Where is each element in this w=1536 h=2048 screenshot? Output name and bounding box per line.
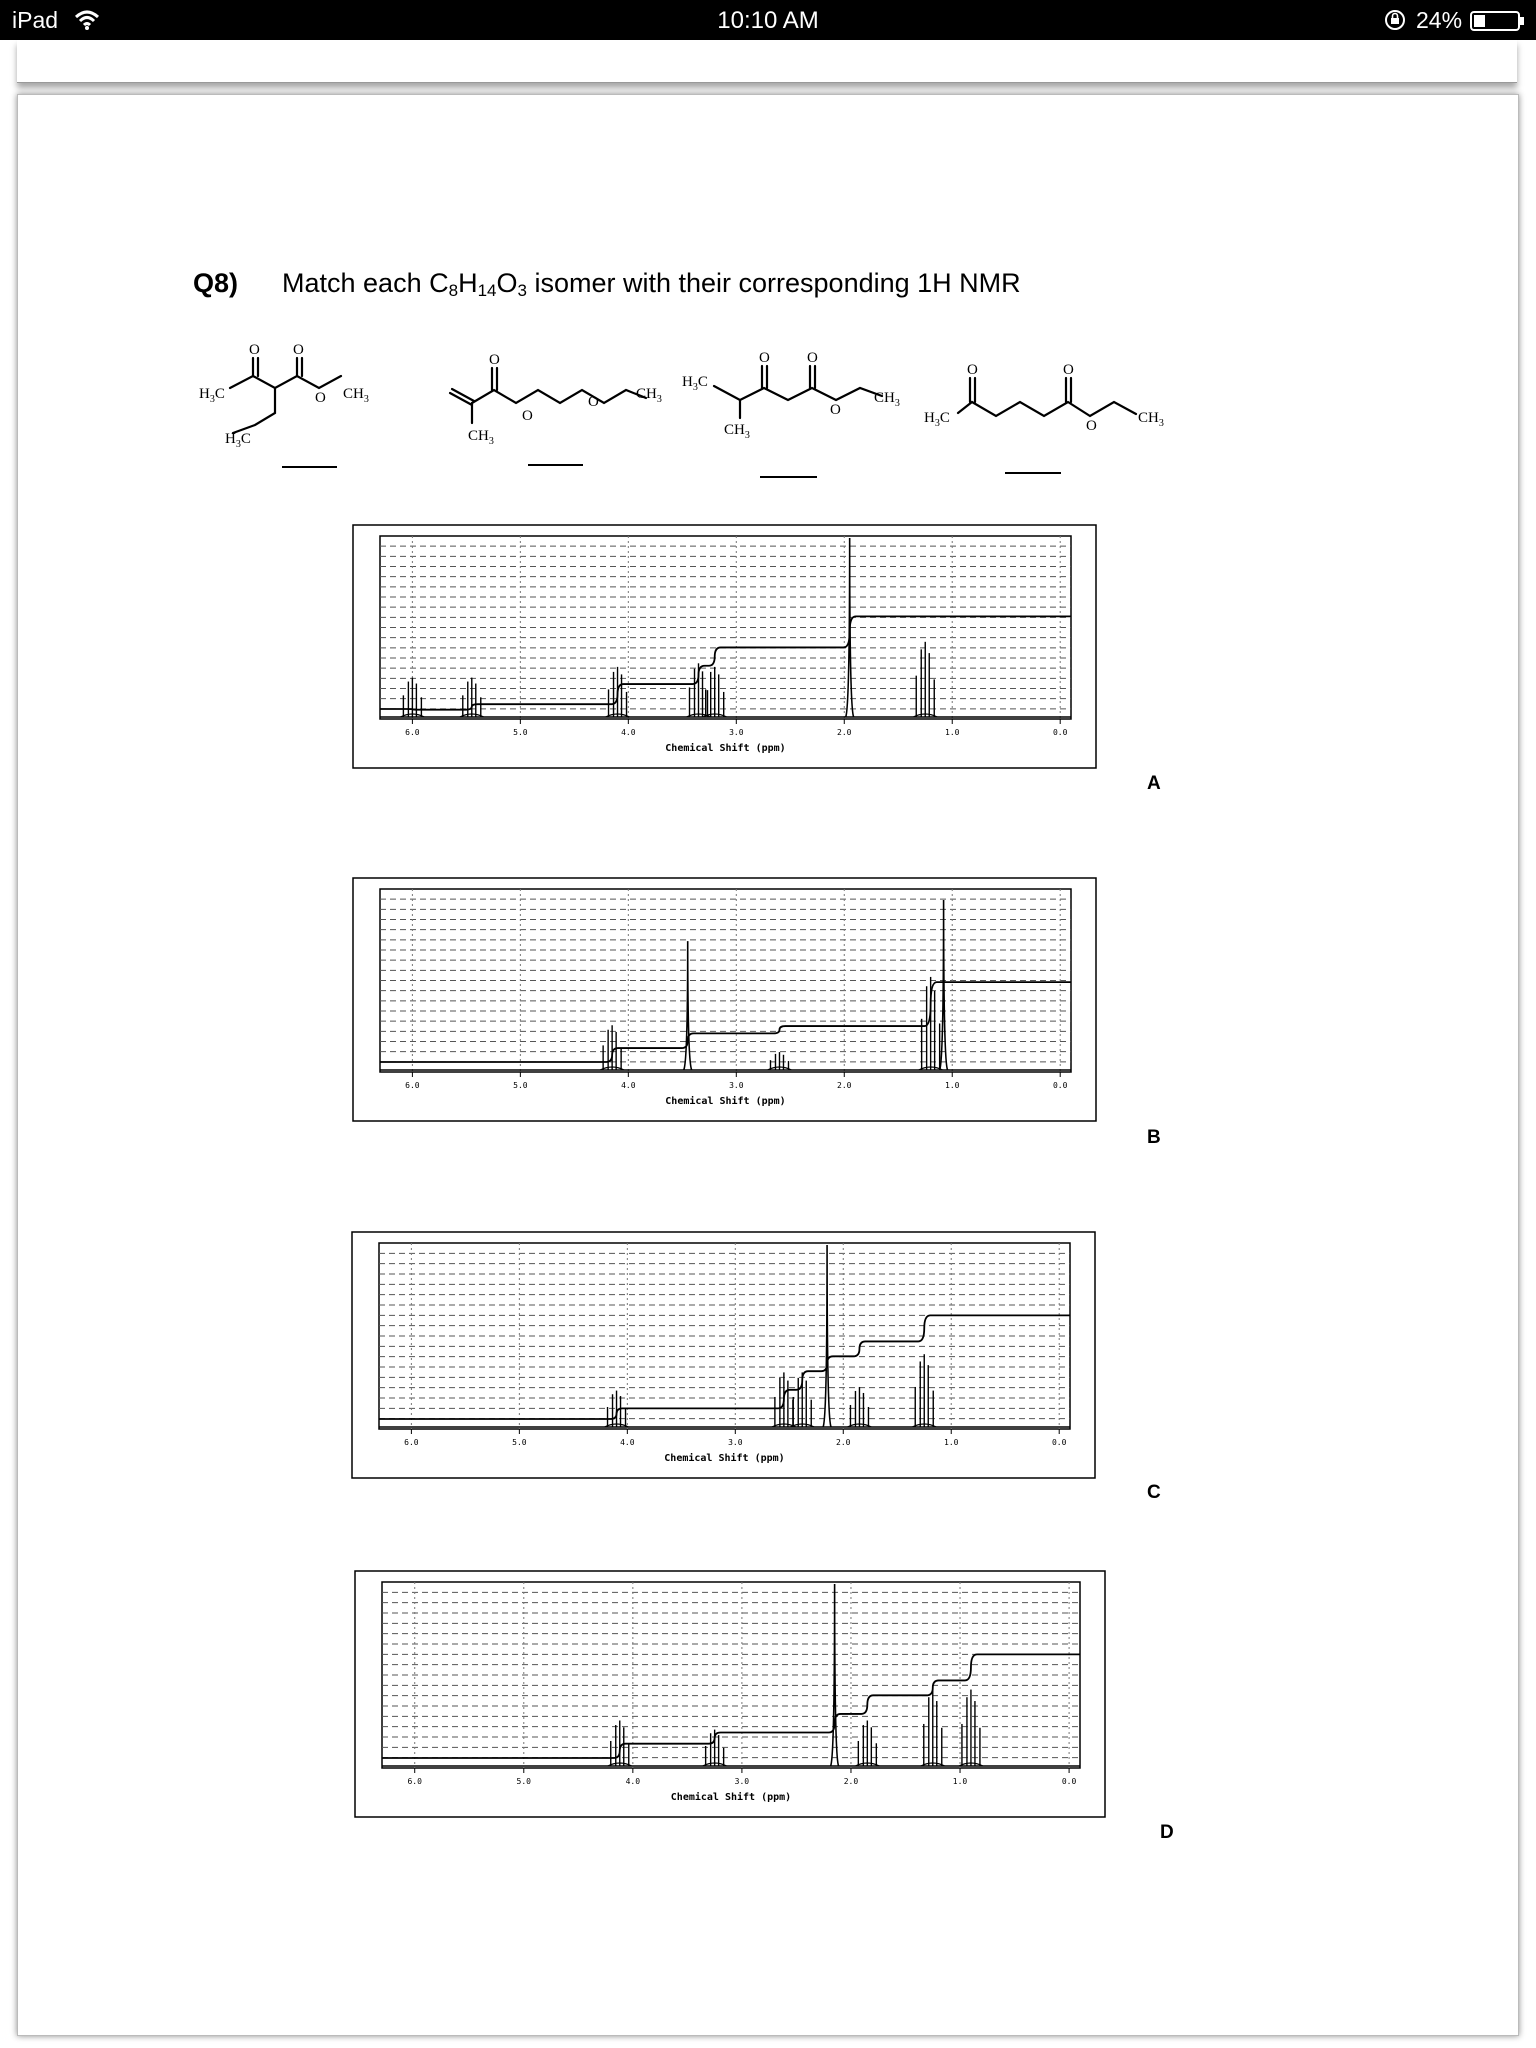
molecule-4-structure: [920, 338, 1175, 453]
svg-text:H3C: $H_3C$: [199, 386, 225, 405]
oxygen-symbol: O: [496, 268, 518, 298]
question-heading: [193, 268, 1021, 301]
tick-label: 5.0: [513, 1081, 528, 1090]
tick-label: 2.0: [836, 1438, 851, 1447]
oxygen-label: O: [759, 350, 770, 366]
tick-label: 0.0: [1051, 1438, 1067, 1447]
h3c-label: H: [225, 431, 236, 447]
molecule-3-structure: [680, 338, 920, 453]
tick-label: 6.0: [407, 1777, 422, 1786]
hydrogen-count: 14: [477, 281, 497, 300]
tick-label: 2.0: [837, 728, 852, 737]
tick-label: 6.0: [404, 1438, 419, 1447]
battery-percent: 24%: [1416, 7, 1463, 33]
svg-text:H3C: $H_3C$: [225, 431, 251, 450]
x-axis-label: Chemical Shift (ppm): [664, 1453, 785, 1464]
device-label: iPad: [12, 7, 59, 33]
svg-text:CH3: $CH_3$: [468, 428, 494, 447]
tick-label: 2.0: [837, 1081, 852, 1090]
tick-label: 1.0: [952, 1777, 968, 1786]
nmr-spectrum-a: [352, 524, 1097, 769]
h3c-label: H: [682, 374, 693, 390]
tick-label: 4.0: [620, 1438, 635, 1447]
oxygen-label: O: [1086, 418, 1097, 434]
spectrum-frame: [352, 1232, 1095, 1478]
hydrogen-symbol: H: [458, 268, 478, 298]
svg-text:H3C: $H_3C$: [924, 410, 950, 429]
oxygen-label: O: [967, 362, 978, 378]
svg-text:CH3: $CH_3$: [724, 422, 750, 441]
answer-blank-4[interactable]: [1005, 472, 1061, 474]
tick-label: 0.0: [1052, 1081, 1068, 1090]
ch3-label: CH: [874, 390, 895, 406]
answer-blank-2[interactable]: [528, 464, 583, 466]
oxygen-label: O: [249, 342, 260, 358]
oxygen-label: O: [293, 342, 304, 358]
oxygen-label: O: [807, 350, 818, 366]
battery-icon: [1470, 10, 1526, 32]
tick-label: 1.0: [945, 728, 960, 737]
question-text-start: Match each C: [282, 268, 449, 298]
tick-label: 2.0: [843, 1777, 859, 1786]
h3c-label: H: [199, 386, 210, 402]
spectrum-label-b: B: [1147, 1127, 1161, 1148]
x-axis-label: Chemical Shift (ppm): [665, 1096, 786, 1107]
svg-text:CH3: $CH_3$: [343, 386, 369, 405]
ch3-label: CH: [636, 386, 657, 402]
question-text-end: isomer with their corresponding 1H NMR: [526, 268, 1021, 298]
tick-label: 6.0: [405, 1081, 420, 1090]
spectrum-label-a: A: [1147, 773, 1161, 794]
tick-label: 0.0: [1052, 728, 1068, 737]
ch3-label: CH: [1138, 410, 1159, 426]
tick-label: 0.0: [1061, 1777, 1077, 1786]
svg-text:CH3: $CH_3$: [1138, 410, 1164, 429]
tick-label: 3.0: [729, 728, 744, 737]
ch3-label: CH: [468, 428, 489, 444]
answer-blank-1[interactable]: [282, 466, 337, 468]
tick-label: 3.0: [728, 1438, 743, 1447]
spectrum-frame: [353, 878, 1096, 1121]
spectrum-label-c: C: [1147, 1482, 1161, 1503]
ch3-label: CH: [343, 386, 364, 402]
tick-label: 6.0: [405, 728, 420, 737]
h3c-label: H: [924, 410, 935, 426]
x-axis-label: Chemical Shift (ppm): [670, 1792, 792, 1803]
oxygen-label: O: [489, 352, 500, 368]
svg-text:H3C: $H_3C$: [682, 374, 708, 393]
nmr-spectrum-c: [351, 1231, 1096, 1479]
tick-label: 5.0: [513, 728, 528, 737]
tick-label: 1.0: [944, 1438, 959, 1447]
carbon-count: 8: [448, 281, 459, 300]
tick-label: 4.0: [621, 728, 636, 737]
oxygen-label: O: [830, 402, 841, 418]
tick-label: 1.0: [945, 1081, 960, 1090]
rotation-lock-icon: [1384, 9, 1406, 31]
oxygen-label: O: [315, 390, 326, 406]
spectrum-frame: [353, 525, 1096, 768]
tick-label: 4.0: [621, 1081, 636, 1090]
nmr-spectrum-b: [352, 877, 1097, 1122]
tick-label: 3.0: [729, 1081, 744, 1090]
status-time: 10:10 AM: [717, 7, 819, 34]
oxygen-label: O: [1063, 362, 1074, 378]
svg-text:CH3: $CH_3$: [636, 386, 662, 405]
oxygen-label: O: [588, 394, 599, 410]
spectrum-label-d: D: [1160, 1822, 1174, 1843]
tick-label: 4.0: [625, 1777, 641, 1786]
oxygen-label: O: [522, 408, 533, 424]
tick-label: 5.0: [516, 1777, 532, 1786]
question-number: Q8): [193, 268, 239, 298]
oxygen-count: 3: [517, 281, 527, 300]
tick-label: 3.0: [734, 1777, 750, 1786]
status-bar: [0, 0, 1536, 40]
answer-blank-3[interactable]: [760, 476, 817, 478]
spectrum-frame: [355, 1571, 1105, 1817]
molecule-2-structure: [440, 338, 680, 453]
molecule-1-structure: [195, 338, 425, 453]
svg-text:CH3: $CH_3$: [874, 390, 900, 409]
previous-page: [17, 40, 1517, 83]
nmr-spectrum-d: [354, 1570, 1106, 1818]
x-axis-label: Chemical Shift (ppm): [665, 743, 786, 754]
tick-label: 5.0: [512, 1438, 527, 1447]
ch3-label: CH: [724, 422, 745, 438]
